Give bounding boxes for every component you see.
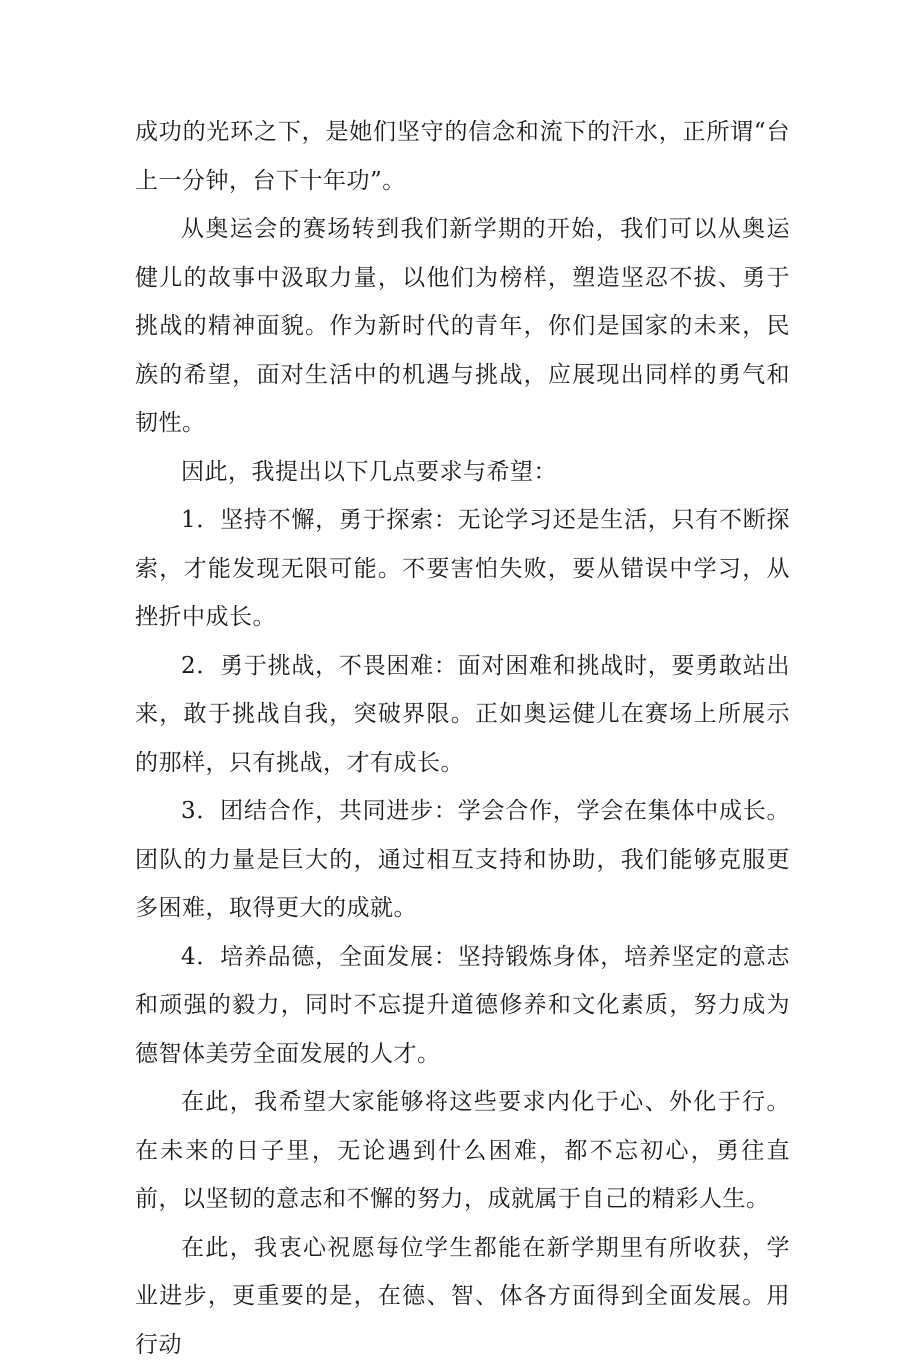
paragraph-continuation: 成功的光环之下，是她们坚守的信念和流下的汗水，正所谓“台上一分钟，台下十年功”。 <box>135 108 790 205</box>
list-item-3: 3．团结合作，共同进步：学会合作，学会在集体中成长。团队的力量是巨大的，通过相互支持和协助，我们能够克服更多困难，取得更大的成就。 <box>135 787 790 933</box>
document-body <box>135 108 790 1369</box>
list-item-4: 4．培养品德，全面发展：坚持锻炼身体，培养坚定的意志和顽强的毅力，同时不忘提升道德修养和文化素质，努力成为德智体美劳全面发展的人才。 <box>135 933 790 1079</box>
paragraph-internalize: 在此，我希望大家能够将这些要求内化于心、外化于行。在未来的日子里，无论遇到什么困难，都不忘初心，勇往直前，以坚韧的意志和不懈的努力，成就属于自己的精彩人生。 <box>135 1078 790 1224</box>
paragraph-requirements-intro: 因此，我提出以下几点要求与希望： <box>135 448 790 497</box>
list-item-2: 2．勇于挑战，不畏困难：面对困难和挑战时，要勇敢站出来，敢于挑战自我，突破界限。正如奥运健儿在赛场上所展示的那样，只有挑战，才有成长。 <box>135 642 790 788</box>
paragraph-wishes: 在此，我衷心祝愿每位学生都能在新学期里有所收获，学业进步，更重要的是，在德、智、体各方面得到全面发展。用行动 <box>135 1224 790 1369</box>
paragraph-olympics-inspiration: 从奥运会的赛场转到我们新学期的开始，我们可以从奥运健儿的故事中汲取力量，以他们为榜样，塑造坚忍不拔、勇于挑战的精神面貌。作为新时代的青年，你们是国家的未来，民族的希望，面对生活中的机遇与挑战，应展现出同样的勇气和韧性。 <box>135 205 790 448</box>
list-item-1: 1．坚持不懈，勇于探索：无论学习还是生活，只有不断探索，才能发现无限可能。不要害怕失败，要从错误中学习，从挫折中成长。 <box>135 496 790 642</box>
